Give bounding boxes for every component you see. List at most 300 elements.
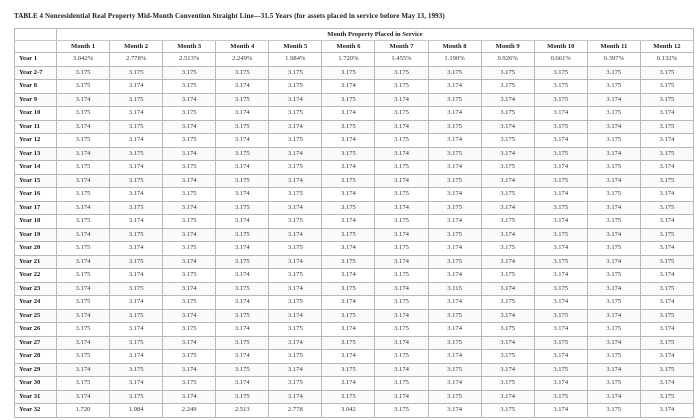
rate-cell: 3.175 <box>375 215 428 229</box>
rate-cell: 3.174 <box>640 269 693 283</box>
rate-cell: 3.175 <box>322 147 375 161</box>
rate-cell: 3.175 <box>587 161 640 175</box>
month-header-7: Month 7 <box>375 41 428 53</box>
group-header: Month Property Placed in Service <box>57 29 694 41</box>
rate-cell: 3.175 <box>57 377 110 391</box>
rate-cell: 3.174 <box>110 350 163 364</box>
rate-cell: 3.174 <box>428 161 481 175</box>
rate-cell: 3.175 <box>481 296 534 310</box>
rate-cell: 3.175 <box>216 66 269 80</box>
rate-cell: 3.174 <box>110 323 163 337</box>
rate-cell: 3.174 <box>163 93 216 107</box>
rate-cell: 1.720 <box>57 404 110 418</box>
table-row <box>15 282 694 296</box>
month-header-12: Month 12 <box>640 41 693 53</box>
rate-cell: 3.174 <box>163 336 216 350</box>
rate-cell: 3.175 <box>57 242 110 256</box>
rate-cell: 3.174 <box>534 107 587 121</box>
rate-cell: 3.175 <box>322 201 375 215</box>
rate-cell: 3.174 <box>163 120 216 134</box>
rate-cell: 3.174 <box>428 215 481 229</box>
rate-cell: 3.174 <box>481 147 534 161</box>
rate-cell: 3.174 <box>534 404 587 418</box>
rate-cell: 3.174 <box>640 188 693 202</box>
rate-cell: 3.174 <box>640 323 693 337</box>
rate-cell: 3.175 <box>110 174 163 188</box>
rate-cell: 3.175 <box>428 336 481 350</box>
rate-cell: 3.175 <box>163 269 216 283</box>
rate-cell: 3.175 <box>322 390 375 404</box>
rate-cell: 3.175 <box>216 228 269 242</box>
rate-cell: 3.174 <box>57 120 110 134</box>
row-header: Year 19 <box>15 228 57 242</box>
table-row <box>15 269 694 283</box>
table-row <box>15 242 694 256</box>
rate-cell: 3.175 <box>57 188 110 202</box>
rate-cell: 3.174 <box>640 404 693 418</box>
rate-cell: 3.175 <box>375 66 428 80</box>
rate-cell: 3.175 <box>269 80 322 94</box>
rate-cell: 3.175 <box>163 107 216 121</box>
rate-cell: 3.174 <box>587 147 640 161</box>
rate-cell: 3.175 <box>269 323 322 337</box>
rate-cell: 3.175 <box>163 323 216 337</box>
rate-cell: 3.174 <box>428 350 481 364</box>
rate-cell: 3.174 <box>534 296 587 310</box>
rate-cell: 3.174 <box>110 161 163 175</box>
rate-cell: 3.175 <box>57 80 110 94</box>
rate-cell: 3.174 <box>322 350 375 364</box>
rate-cell: 0.926% <box>481 53 534 67</box>
rate-cell: 3.174 <box>587 255 640 269</box>
rate-cell: 3.175 <box>481 80 534 94</box>
rate-cell: 0.132% <box>640 53 693 67</box>
rate-cell: 3.175 <box>640 147 693 161</box>
rate-cell: 3.174 <box>428 377 481 391</box>
rate-cell: 3.175 <box>57 215 110 229</box>
rate-cell: 3.175 <box>640 228 693 242</box>
rate-cell: 3.174 <box>269 120 322 134</box>
rate-cell: 3.174 <box>269 336 322 350</box>
row-header: Year 30 <box>15 377 57 391</box>
table-row <box>15 134 694 148</box>
rate-cell: 3.174 <box>481 201 534 215</box>
rate-cell: 3.175 <box>534 390 587 404</box>
rate-cell: 3.174 <box>375 201 428 215</box>
rate-cell: 3.175 <box>428 147 481 161</box>
table-row <box>15 377 694 391</box>
rate-cell: 3.175 <box>57 350 110 364</box>
rate-cell: 3.174 <box>481 390 534 404</box>
rate-cell: 3.175 <box>163 215 216 229</box>
rate-cell: 3.175 <box>57 107 110 121</box>
row-header: Year 14 <box>15 161 57 175</box>
rate-cell: 3.175 <box>587 80 640 94</box>
row-header: Year 31 <box>15 390 57 404</box>
rate-cell: 3.175 <box>375 350 428 364</box>
row-header: Year 29 <box>15 363 57 377</box>
rate-cell: 3.175 <box>163 66 216 80</box>
rate-cell: 3.175 <box>481 242 534 256</box>
rate-cell: 3.175 <box>163 350 216 364</box>
rate-cell: 3.174 <box>322 161 375 175</box>
rate-cell: 3.175 <box>640 93 693 107</box>
rate-cell: 3.175 <box>57 161 110 175</box>
rate-cell: 3.174 <box>216 296 269 310</box>
rate-cell: 3.174 <box>640 296 693 310</box>
row-header: Year 26 <box>15 323 57 337</box>
rate-cell: 3.175 <box>587 107 640 121</box>
rate-cell: 3.175 <box>640 255 693 269</box>
rate-cell: 3.174 <box>587 201 640 215</box>
rate-cell: 1.984% <box>269 53 322 67</box>
rate-cell: 3.175 <box>481 350 534 364</box>
rate-cell: 3.175 <box>163 296 216 310</box>
rate-cell: 3.175 <box>587 377 640 391</box>
rate-cell: 3.175 <box>481 404 534 418</box>
rate-cell: 3.175 <box>322 336 375 350</box>
rate-cell: 3.174 <box>57 255 110 269</box>
rate-cell: 3.175 <box>534 66 587 80</box>
rate-cell: 3.174 <box>269 282 322 296</box>
rate-cell: 3.175 <box>322 363 375 377</box>
rate-cell: 3.175 <box>163 80 216 94</box>
row-header: Year 28 <box>15 350 57 364</box>
rate-cell: 3.175 <box>481 161 534 175</box>
table-row <box>15 309 694 323</box>
rate-cell: 3.175 <box>110 309 163 323</box>
depreciation-table <box>14 28 694 418</box>
rate-cell: 3.175 <box>216 93 269 107</box>
row-header: Year 12 <box>15 134 57 148</box>
rate-cell: 3.175 <box>57 296 110 310</box>
rate-cell: 3.174 <box>110 269 163 283</box>
rate-cell: 3.174 <box>640 134 693 148</box>
rate-cell: 1.984 <box>110 404 163 418</box>
rate-cell: 3.175 <box>216 201 269 215</box>
row-header: Year 27 <box>15 336 57 350</box>
rate-cell: 3.174 <box>269 201 322 215</box>
rate-cell: 3.174 <box>481 336 534 350</box>
table-row <box>15 201 694 215</box>
rate-cell: 3.175 <box>269 242 322 256</box>
rate-cell: 3.175 <box>534 309 587 323</box>
rate-cell: 3.042 <box>322 404 375 418</box>
rate-cell: 3.174 <box>110 134 163 148</box>
rate-cell: 3.175 <box>640 363 693 377</box>
rate-cell: 3.174 <box>428 296 481 310</box>
row-header: Year 11 <box>15 120 57 134</box>
rate-cell: 3.174 <box>57 363 110 377</box>
rate-cell: 3.175 <box>375 161 428 175</box>
rate-cell: 3.175 <box>640 66 693 80</box>
rate-cell: 3.174 <box>322 242 375 256</box>
rate-cell: 3.175 <box>640 336 693 350</box>
rate-cell: 3.175 <box>375 188 428 202</box>
table-row <box>15 390 694 404</box>
rate-cell: 3.174 <box>375 255 428 269</box>
rate-cell: 3.174 <box>322 107 375 121</box>
rate-cell: 3.175 <box>110 201 163 215</box>
rate-cell: 3.175 <box>428 93 481 107</box>
rate-cell: 3.175 <box>322 120 375 134</box>
table-row <box>15 147 694 161</box>
month-header-8: Month 8 <box>428 41 481 53</box>
rate-cell: 3.175 <box>269 134 322 148</box>
rate-cell: 3.175 <box>534 228 587 242</box>
rate-cell: 3.175 <box>163 134 216 148</box>
rate-cell: 3.175 <box>375 242 428 256</box>
rate-cell: 3.175 <box>110 93 163 107</box>
table-row <box>15 174 694 188</box>
rate-cell: 3.174 <box>269 228 322 242</box>
rate-cell: 3.174 <box>534 377 587 391</box>
month-header-11: Month 11 <box>587 41 640 53</box>
rate-cell: 3.175 <box>375 80 428 94</box>
rate-cell: 3.174 <box>428 134 481 148</box>
rate-cell: 0.397% <box>587 53 640 67</box>
rate-cell: 3.175 <box>534 336 587 350</box>
year-column-header <box>15 41 57 53</box>
table-row <box>15 66 694 80</box>
rate-cell: 3.042% <box>57 53 110 67</box>
table-row <box>15 53 694 67</box>
rate-cell: 3.175 <box>110 363 163 377</box>
rate-cell: 3.175 <box>216 390 269 404</box>
rate-cell: 3.175 <box>587 269 640 283</box>
rate-cell: 3.174 <box>375 228 428 242</box>
rate-cell: 3.174 <box>428 404 481 418</box>
rate-cell: 3.174 <box>57 174 110 188</box>
rate-cell: 3.174 <box>57 201 110 215</box>
rate-cell: 3.174 <box>640 215 693 229</box>
rate-cell: 3.175 <box>640 282 693 296</box>
rate-cell: 3.175 <box>640 390 693 404</box>
row-header: Year 8 <box>15 80 57 94</box>
table-row <box>15 107 694 121</box>
rate-cell: 3.174 <box>57 147 110 161</box>
rate-cell: 3.175 <box>481 269 534 283</box>
month-header-6: Month 6 <box>322 41 375 53</box>
month-header-2: Month 2 <box>110 41 163 53</box>
rate-cell: 3.175 <box>534 147 587 161</box>
row-header: Year 10 <box>15 107 57 121</box>
rate-cell: 3.175 <box>587 323 640 337</box>
rate-cell: 3.175 <box>481 188 534 202</box>
rate-cell: 3.174 <box>269 363 322 377</box>
table-row <box>15 161 694 175</box>
rate-cell: 2.778 <box>269 404 322 418</box>
rate-cell: 3.174 <box>534 242 587 256</box>
rate-cell: 3.175 <box>110 255 163 269</box>
rate-cell: 3.174 <box>163 147 216 161</box>
rate-cell: 3.175 <box>534 201 587 215</box>
rate-cell: 3.174 <box>587 309 640 323</box>
month-header-1: Month 1 <box>57 41 110 53</box>
rate-cell: 3.174 <box>375 336 428 350</box>
rate-cell: 3.174 <box>375 174 428 188</box>
rate-cell: 3.174 <box>322 323 375 337</box>
rate-cell: 3.175 <box>375 323 428 337</box>
rate-cell: 3.174 <box>375 363 428 377</box>
rate-cell: 3.175 <box>57 269 110 283</box>
rate-cell: 3.174 <box>163 390 216 404</box>
rate-cell: 3.174 <box>481 228 534 242</box>
rate-cell: 3.174 <box>587 363 640 377</box>
rate-cell: 3.174 <box>375 147 428 161</box>
rate-cell: 3.174 <box>110 107 163 121</box>
table-row <box>15 255 694 269</box>
rate-cell: 2.249% <box>216 53 269 67</box>
rate-cell: 3.174 <box>587 174 640 188</box>
row-header: Year 16 <box>15 188 57 202</box>
rate-cell: 3.174 <box>481 93 534 107</box>
rate-cell: 3.175 <box>587 134 640 148</box>
rate-cell: 2.513 <box>216 404 269 418</box>
rate-cell: 3.174 <box>428 269 481 283</box>
rate-cell: 3.175 <box>534 255 587 269</box>
rate-cell: 3.175 <box>110 120 163 134</box>
row-header: Year 1 <box>15 53 57 67</box>
row-header: Year 9 <box>15 93 57 107</box>
rate-cell: 3.174 <box>110 296 163 310</box>
rate-cell: 3.174 <box>640 350 693 364</box>
rate-cell: 3.175 <box>481 107 534 121</box>
rate-cell: 3.174 <box>57 390 110 404</box>
rate-cell: 3.175 <box>322 93 375 107</box>
rate-cell: 3.175 <box>534 120 587 134</box>
rate-cell: 3.175 <box>587 66 640 80</box>
row-header: Year 23 <box>15 282 57 296</box>
table-row <box>15 336 694 350</box>
rate-cell: 3.175 <box>322 174 375 188</box>
rate-cell: 3.175 <box>322 66 375 80</box>
rate-cell: 3.174 <box>375 309 428 323</box>
rate-cell: 3.174 <box>587 93 640 107</box>
rate-cell: 3.175 <box>216 336 269 350</box>
rate-cell: 3.175 <box>587 350 640 364</box>
rate-cell: 3.175 <box>269 215 322 229</box>
rate-cell: 3.175 <box>269 66 322 80</box>
rate-cell: 3.175 <box>216 282 269 296</box>
rate-cell: 3.175 <box>163 188 216 202</box>
rate-cell: 3.175 <box>57 134 110 148</box>
rate-cell: 3.174 <box>269 255 322 269</box>
table-row <box>15 323 694 337</box>
rate-cell: 3.175 <box>534 93 587 107</box>
rate-cell: 3.174 <box>322 215 375 229</box>
rate-cell: 3.174 <box>57 336 110 350</box>
rate-cell: 3.175 <box>375 377 428 391</box>
rate-cell: 2.249 <box>163 404 216 418</box>
rate-cell: 3.175 <box>163 242 216 256</box>
rate-cell: 3.175 <box>375 404 428 418</box>
rate-cell: 3.175 <box>481 215 534 229</box>
row-header: Year 2-7 <box>15 66 57 80</box>
rate-cell: 3.175 <box>322 309 375 323</box>
rate-cell: 3.175 <box>322 282 375 296</box>
rate-cell: 3.175 <box>269 350 322 364</box>
rate-cell: 3.175 <box>428 390 481 404</box>
rate-cell: 3.174 <box>481 363 534 377</box>
rate-cell: 3.174 <box>587 336 640 350</box>
rate-cell: 3.174 <box>163 309 216 323</box>
month-header-5: Month 5 <box>269 41 322 53</box>
rate-cell: 3.175 <box>481 66 534 80</box>
rate-cell: 3.175 <box>640 201 693 215</box>
rate-cell: 3.175 <box>110 147 163 161</box>
rate-cell: 3.174 <box>322 188 375 202</box>
rate-cell: 3.175 <box>269 107 322 121</box>
rate-cell: 3.174 <box>216 215 269 229</box>
rate-cell: 3.175 <box>269 188 322 202</box>
row-header: Year 13 <box>15 147 57 161</box>
rate-cell: 3.174 <box>481 282 534 296</box>
rate-cell: 3.174 <box>216 377 269 391</box>
rate-cell: 3.175 <box>587 215 640 229</box>
table-row <box>15 80 694 94</box>
rate-cell: 3.174 <box>428 107 481 121</box>
rate-cell: 3.175 <box>640 174 693 188</box>
rate-cell: 3.174 <box>216 242 269 256</box>
rate-cell: 3.174 <box>163 201 216 215</box>
row-header: Year 17 <box>15 201 57 215</box>
rate-cell: 3.174 <box>534 215 587 229</box>
rate-cell: 3.174 <box>216 161 269 175</box>
rate-cell: 3.175 <box>269 269 322 283</box>
row-header: Year 22 <box>15 269 57 283</box>
rate-cell: 3.174 <box>163 255 216 269</box>
rate-cell: 3.174 <box>216 134 269 148</box>
rate-cell: 3.175 <box>322 255 375 269</box>
month-header-3: Month 3 <box>163 41 216 53</box>
rate-cell: 3.175 <box>428 120 481 134</box>
row-header: Year 25 <box>15 309 57 323</box>
rate-cell: 3.175 <box>375 269 428 283</box>
rate-cell: 3.175 <box>587 242 640 256</box>
rate-cell: 3.174 <box>216 188 269 202</box>
table-body <box>15 53 694 418</box>
table-row <box>15 404 694 418</box>
table-title: TABLE 4 Nonresidential Real Property Mid-Month Convention Straight Line—31.5 Years (for assets placed in service before May 13, 1993) <box>14 12 445 20</box>
month-header-row <box>15 41 694 53</box>
rate-cell: 3.174 <box>322 80 375 94</box>
rate-cell: 3.175 <box>534 80 587 94</box>
table-row <box>15 188 694 202</box>
rate-cell: 3.175 <box>57 323 110 337</box>
rate-cell: 0.661% <box>534 53 587 67</box>
rate-cell: 1.455% <box>375 53 428 67</box>
rate-cell: 3.175 <box>110 228 163 242</box>
rate-cell: 3.174 <box>110 188 163 202</box>
rate-cell: 3.174 <box>163 174 216 188</box>
rate-cell: 3.174 <box>640 107 693 121</box>
rate-cell: 3.175 <box>375 134 428 148</box>
rate-cell: 3.175 <box>216 120 269 134</box>
rate-cell: 3.175 <box>269 296 322 310</box>
rate-cell: 3.174 <box>269 390 322 404</box>
rate-cell: 3.174 <box>57 309 110 323</box>
row-header: Year 32 <box>15 404 57 418</box>
row-header: Year 20 <box>15 242 57 256</box>
table-row <box>15 363 694 377</box>
rate-cell: 3.174 <box>57 93 110 107</box>
rate-cell: 3.175 <box>216 255 269 269</box>
rate-cell: 3.174 <box>587 390 640 404</box>
rate-cell: 3.174 <box>269 174 322 188</box>
rate-cell: 3.175 <box>481 377 534 391</box>
rate-cell: 3.175 <box>110 336 163 350</box>
